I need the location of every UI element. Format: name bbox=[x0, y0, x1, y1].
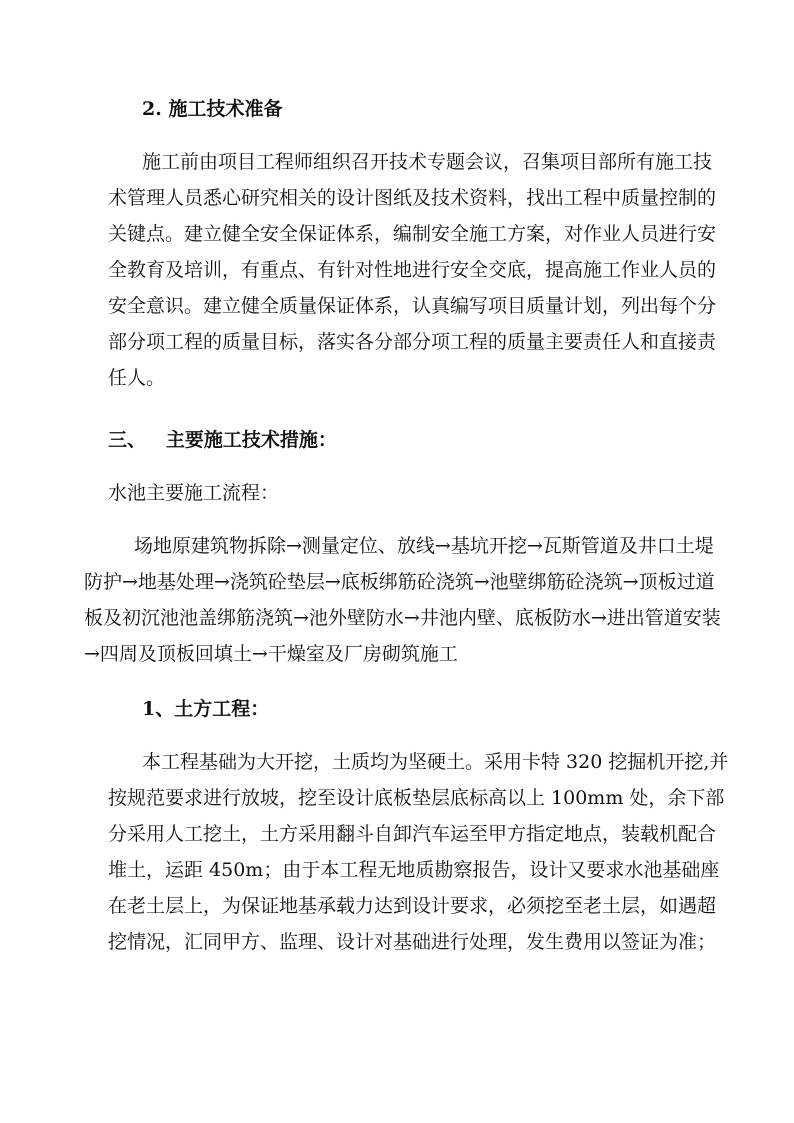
paragraph-line: 关键点。建立健全安全保证体系，编制安全施工方案，对作业人员进行安 bbox=[108, 223, 717, 245]
paragraph-line: 全教育及培训，有重点、有针对性地进行安全交底，提高施工作业人员的 bbox=[108, 259, 717, 281]
paragraph-line: 在老土层上，为保证地基承载力达到设计要求，必须挖至老土层，如遇超 bbox=[108, 895, 717, 917]
paragraph-line: 堆土，运距 450m；由于本工程无地质勘察报告，设计又要求水池基础座 bbox=[108, 859, 720, 881]
paragraph-line: 部分项工程的质量目标，落实各分部分项工程的质量主要责任人和直接责 bbox=[108, 331, 717, 353]
paragraph-line: 安全意识。建立健全质量保证体系，认真编写项目质量计划，列出每个分 bbox=[108, 295, 717, 317]
paragraph-line: 施工前由项目工程师组织召开技术专题会议，召集项目部所有施工技 bbox=[142, 151, 713, 173]
paragraph-line: 任人。 bbox=[108, 367, 166, 389]
paragraph-line: 本工程基础为大开挖，土质均为坚硬土。采用卡特 320 挖掘机开挖,并 bbox=[142, 751, 729, 773]
subheading-construction-flow: 水池主要施工流程： bbox=[108, 482, 280, 504]
section-heading-technical-prep: 2. 施工技术准备 bbox=[142, 98, 283, 120]
flow-line: 场地原建筑物拆除→测量定位、放线→基坑开挖→瓦斯管道及井口土堤 bbox=[134, 535, 714, 557]
flow-line: 板及初沉池池盖绑筋浇筑→池外壁防水→井池内壁、底板防水→进出管道安装 bbox=[84, 607, 721, 629]
paragraph-line: 术管理人员悉心研究相关的设计图纸及技术资料，找出工程中质量控制的 bbox=[108, 187, 717, 209]
paragraph-line: 挖情况，汇同甲方、监理、设计对基础进行处理，发生费用以签证为准； bbox=[108, 931, 717, 953]
section-heading-main-measures: 三、 主要施工技术措施： bbox=[108, 429, 337, 451]
flow-line: →四周及顶板回填土→干燥室及厂房砌筑施工 bbox=[84, 643, 458, 665]
paragraph-line: 按规范要求进行放坡，挖至设计底板垫层底标高以上 100mm 处，余下部 bbox=[108, 787, 725, 809]
section-heading-earthwork: 1、土方工程： bbox=[142, 698, 270, 720]
flow-line: 防护→地基处理→浇筑砼垫层→底板绑筋砼浇筑→池壁绑筋砼浇筑→顶板过道 bbox=[84, 571, 715, 593]
paragraph-line: 分采用人工挖土，土方采用翻斗自卸汽车运至甲方指定地点，装载机配合 bbox=[108, 823, 717, 845]
